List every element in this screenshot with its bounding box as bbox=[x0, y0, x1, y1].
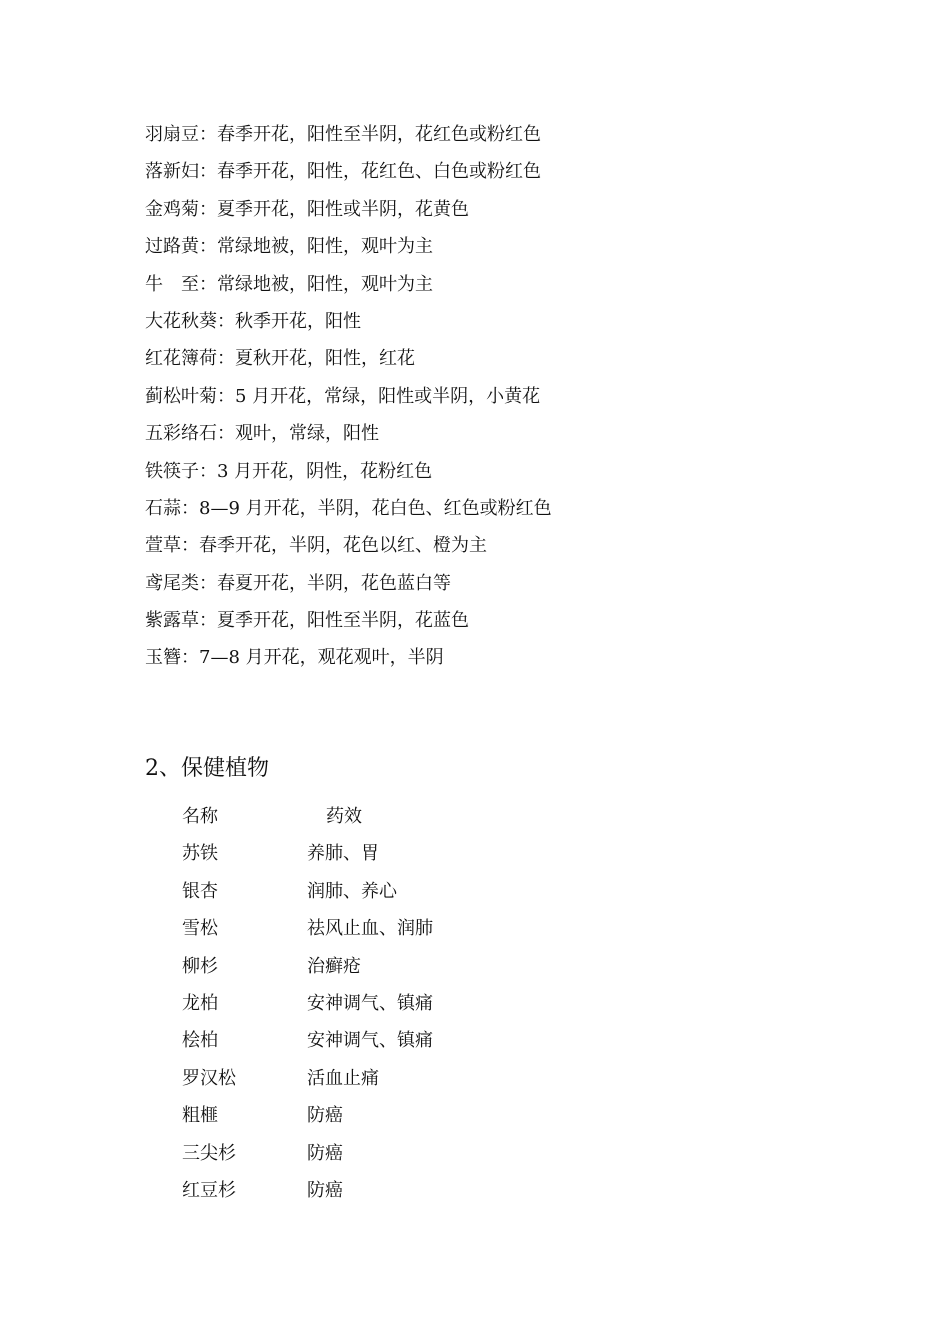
table-row bbox=[182, 1135, 582, 1172]
plant-name: 柳杉 bbox=[182, 955, 218, 977]
table-row bbox=[182, 910, 582, 947]
plant-line: 羽扇豆：春季开花，阳性至半阴，花红色或粉红色 bbox=[145, 124, 541, 145]
plant-line: 鸢尾类：春夏开花，半阴，花色蓝白等 bbox=[145, 572, 451, 594]
plant-effect: 防癌 bbox=[307, 1179, 343, 1201]
table-row bbox=[182, 1022, 582, 1059]
plant-name: 银杏 bbox=[182, 880, 218, 902]
plant-line: 五彩络石：观叶，常绿，阳性 bbox=[145, 423, 379, 445]
plant-line: 紫露草：夏季开花，阳性至半阴，花蓝色 bbox=[145, 610, 469, 632]
table-row bbox=[182, 1060, 582, 1097]
plant-line: 落新妇：春季开花，阳性，花红色、白色或粉红色 bbox=[145, 161, 541, 183]
plant-line: 红花簿荷：夏秋开花，阳性，红花 bbox=[145, 348, 415, 370]
table-row bbox=[182, 1097, 582, 1134]
perennial-plant-list bbox=[145, 116, 552, 677]
plant-effect: 润肺、养心 bbox=[307, 880, 397, 902]
plant-line: 铁筷子：3 月开花，阴性，花粉红色 bbox=[145, 460, 433, 482]
plant-line: 金鸡菊：夏季开花，阳性或半阴，花黄色 bbox=[145, 198, 469, 220]
column-header-name: 名称 bbox=[182, 806, 218, 827]
plant-name: 三尖杉 bbox=[182, 1142, 236, 1164]
plant-name: 雪松 bbox=[182, 918, 218, 940]
plant-effect: 祛风止血、润肺 bbox=[307, 918, 433, 940]
table-row bbox=[182, 835, 582, 872]
plant-effect: 活血止痛 bbox=[307, 1067, 379, 1089]
table-row bbox=[182, 985, 582, 1022]
plant-line: 石蒜：8—9 月开花，半阴，花白色、红色或粉红色 bbox=[145, 497, 552, 519]
plant-name: 红豆杉 bbox=[182, 1179, 236, 1201]
plant-effect: 防癌 bbox=[307, 1142, 343, 1164]
plant-name: 罗汉松 bbox=[182, 1067, 236, 1089]
plant-name: 苏铁 bbox=[182, 843, 218, 865]
plant-name: 粗榧 bbox=[182, 1105, 218, 1127]
plant-effect: 养肺、胃 bbox=[307, 843, 379, 865]
column-header-effect: 药效 bbox=[326, 806, 362, 827]
plant-line: 牛 至：常绿地被，阳性，观叶为主 bbox=[145, 273, 433, 295]
plant-line: 萱草：春季开花，半阴，花色以红、橙为主 bbox=[145, 535, 487, 557]
table-row bbox=[182, 1172, 582, 1209]
health-plant-table bbox=[182, 798, 582, 1209]
table-header-row bbox=[182, 798, 582, 835]
plant-line: 大花秋葵：秋季开花，阳性 bbox=[145, 310, 361, 332]
section-title: 2、保健植物 bbox=[145, 756, 269, 781]
plant-effect: 防癌 bbox=[307, 1105, 343, 1127]
table-row bbox=[182, 873, 582, 910]
plant-effect: 安神调气、镇痛 bbox=[307, 1030, 433, 1052]
plant-effect: 治癣疮 bbox=[307, 955, 361, 977]
plant-name: 龙柏 bbox=[182, 992, 218, 1014]
plant-line: 玉簪：7—8 月开花，观花观叶，半阴 bbox=[145, 647, 444, 669]
plant-line: 蓟松叶菊：5 月开花，常绿，阳性或半阴，小黄花 bbox=[145, 385, 541, 407]
plant-line: 过路黄：常绿地被，阳性，观叶为主 bbox=[145, 236, 433, 258]
plant-name: 桧柏 bbox=[182, 1030, 218, 1052]
plant-effect: 安神调气、镇痛 bbox=[307, 992, 433, 1014]
table-row bbox=[182, 948, 582, 985]
